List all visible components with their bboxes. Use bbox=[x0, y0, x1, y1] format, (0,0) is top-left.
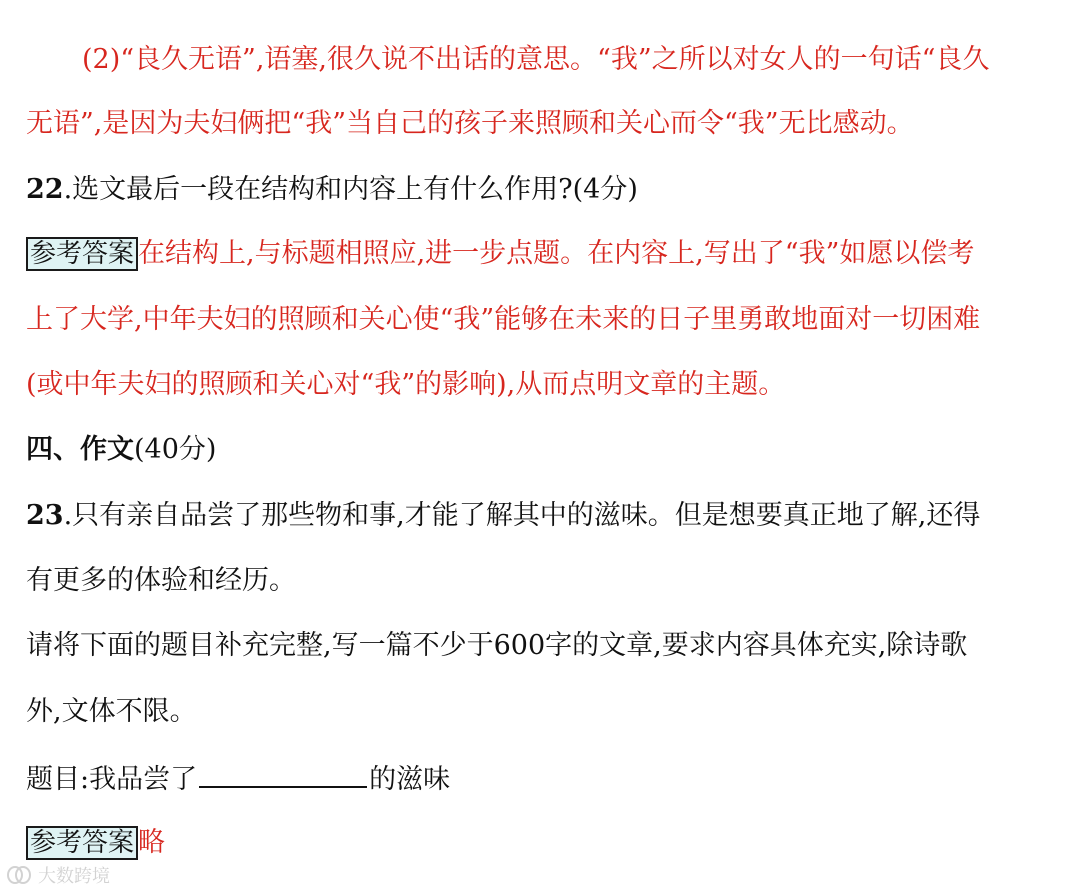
q23-number: 23 bbox=[26, 500, 64, 531]
q22-question bbox=[26, 172, 1056, 208]
watermark bbox=[6, 862, 110, 888]
watermark-logo-icon bbox=[6, 864, 32, 886]
q23-prompt-line-2: 有更多的体验和经历。 bbox=[26, 565, 296, 596]
q22-question-text: .选文最后一段在结构和内容上有什么作用?(4分) bbox=[63, 174, 638, 205]
q22-answer-tag: 参考答案 bbox=[26, 237, 138, 271]
q22-answer-line-2: 上了大学,中年夫妇的照顾和关心使“我”能够在未来的日子里勇敢地面对一切困难 bbox=[26, 304, 981, 335]
q23-answer-line bbox=[26, 825, 1056, 861]
q21-answer-line-2: 无语”,是因为夫妇俩把“我”当自己的孩子来照顾和关心而令“我”无比感动。 bbox=[26, 108, 914, 139]
q23-title-prefix: 题目:我品尝了 bbox=[26, 764, 198, 795]
q23-instruction-line-1: 请将下面的题目补充完整,写一篇不少于600字的文章,要求内容具体充实,除诗歌 bbox=[26, 630, 968, 661]
q22-answer-line-3: (或中年夫妇的照顾和关心对“我”的影响),从而点明文章的主题。 bbox=[26, 369, 786, 400]
q22-number: 22 bbox=[26, 174, 64, 205]
q23-prompt-text-1: .只有亲自品尝了那些物和事,才能了解其中的滋味。但是想要真正地了解,还得 bbox=[63, 500, 981, 531]
q23-instruction-line-2: 外,文体不限。 bbox=[26, 696, 197, 727]
q22-answer-text-1: 在结构上,与标题相照应,进一步点题。在内容上,写出了“我”如愿以偿考 bbox=[138, 238, 975, 269]
watermark-text: 大数跨境 bbox=[38, 866, 110, 887]
q23-answer-tag: 参考答案 bbox=[26, 826, 138, 860]
section-4-title: 四、作文 bbox=[26, 434, 134, 465]
q23-answer-text: 略 bbox=[138, 827, 166, 858]
q23-title-suffix: 的滋味 bbox=[369, 764, 451, 795]
q23-title-blank[interactable] bbox=[199, 760, 367, 788]
q23-prompt-line-1 bbox=[26, 498, 1056, 534]
q21-answer-line-1: (2)“良久无语”,语塞,很久说不出话的意思。“我”之所以对女人的一句话“良久 bbox=[82, 44, 990, 75]
q23-title-line bbox=[26, 760, 1056, 798]
q22-answer-line-1 bbox=[26, 236, 1056, 272]
section-4-heading bbox=[26, 432, 1056, 468]
section-4-score: (40分) bbox=[134, 434, 217, 465]
